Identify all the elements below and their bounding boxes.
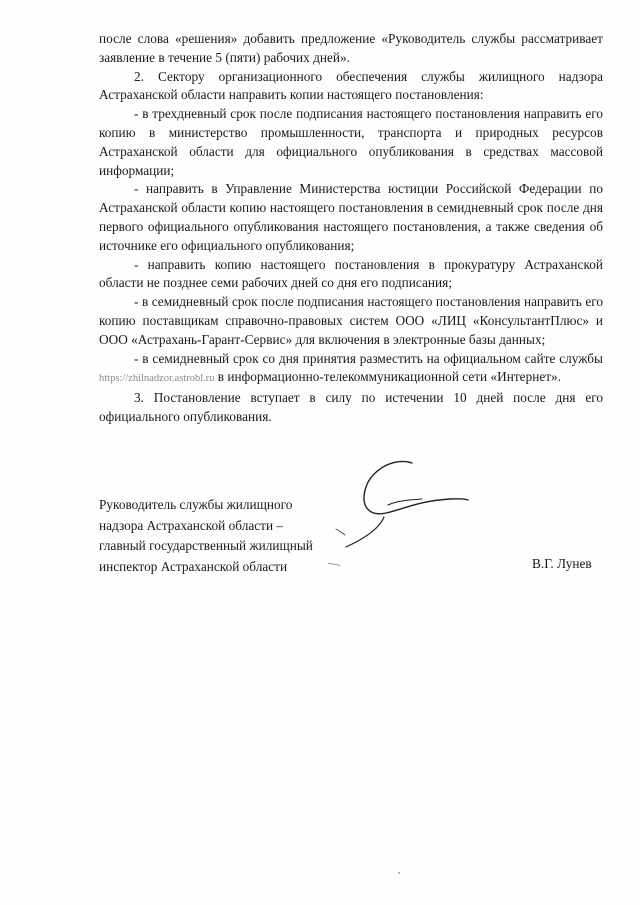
paragraph-1: после слова «решения» добавить предложение «Руководитель службы рассматривает заявление в течение 5 (пяти) рабочих дней».: [99, 31, 603, 65]
website-text-before: - в семидневный срок со дня принятия разместить на официальном сайте службы: [134, 350, 603, 366]
signatory-title: [99, 495, 313, 577]
paragraph-4: - направить в Управление Министерства юстиции Российской Федерации по Астраханской области копию настоящего постановления в семидневный срок после дня первого официального опубликования настоящего постановления, а также сведения об источнике его официального опубликования;: [99, 181, 603, 253]
signatory-line-1: Руководитель службы жилищного: [99, 497, 293, 512]
handwritten-signature: [300, 455, 470, 580]
signatory-line-3: главный государственный жилищный: [99, 538, 313, 553]
signatory-line-2: надзора Астраханской области –: [99, 517, 284, 533]
website-text-after: в информационно-телекоммуникационной сети «Интернет».: [214, 369, 562, 385]
paragraph-website: [99, 350, 603, 390]
paragraph-5: - направить копию настоящего постановления в прокуратуру Астраханской области не позднее семи рабочих дней со дня его подписания;: [99, 256, 603, 291]
signatory-line-4: инспектор Астраханской области: [99, 558, 288, 574]
paragraph-6: - в семидневный срок после подписания настоящего постановления направить его копию поставщикам справочно-правовых систем ООО «ЛИЦ «КонсультантПлюс» и ООО «Астрахань-Гарант-Сервис» для включения в электронные базы данных;: [99, 294, 603, 347]
paragraph-final: 3. Постановление вступает в силу по истечении 10 дней после дня его официального опубликования.: [99, 390, 603, 424]
website-link[interactable]: https://zhilnadzor.astrobl.ru: [99, 373, 215, 385]
signatory-name: В.Г. Лунев: [532, 556, 592, 571]
paragraph-3: - в трехдневный срок после подписания настоящего постановления направить его копию в министерство промышленности, транспорта и природных ресурсов Астраханской области для официального опубликования в средствах массовой информации;: [99, 106, 603, 178]
scan-speck: [398, 872, 400, 874]
document-body: [99, 30, 603, 427]
paragraph-2: 2. Сектору организационного обеспечения службы жилищного надзора Астраханской области направить копии настоящего постановления:: [99, 68, 603, 103]
